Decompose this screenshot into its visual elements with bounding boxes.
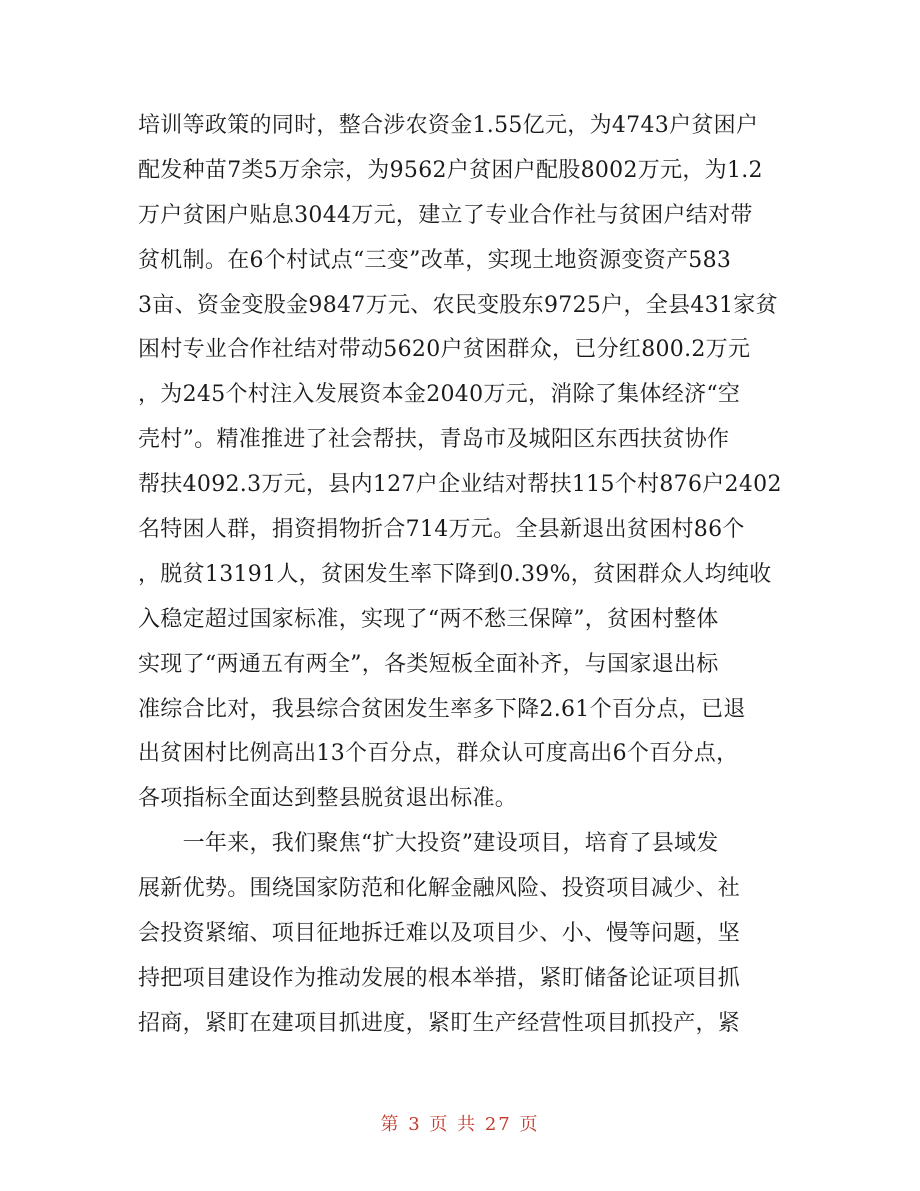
text-line: 招商，紧盯在建项目抓进度，紧盯生产经营性项目抓投产，紧 — [138, 1010, 741, 1036]
text-line: 培训等政策的同时，整合涉农资金1.55亿元，为4743户贫困户 — [138, 113, 759, 138]
text-line: 名特困人群，捐资捐物折合714万元。全县新退出贫困村86个 — [138, 517, 745, 543]
page-number-footer: 第 3 页 共 27 页 — [380, 1114, 540, 1135]
paragraph-start-line: 一年来，我们聚焦“扩大投资”建设项目，培育了县域发 — [138, 831, 719, 857]
text-line: 贫机制。在6个村试点“三变”改革，实现土地资源变资产583 — [138, 247, 732, 273]
text-line: 会投资紧缩、项目征地拆迁难以及项目少、小、慢等问题，坚 — [138, 921, 741, 947]
text-line: 3亩、资金变股金9847万元、农民变股东9725户，全县431家贫 — [138, 292, 778, 318]
text-line: 持把项目建设作为推动发展的根本举措，紧盯储备论证项目抓 — [138, 965, 741, 991]
text-line: 壳村”。精准推进了社会帮扶，青岛市及城阳区东西扶贫协作 — [138, 427, 730, 453]
text-line: 实现了“两通五有两全”，各类短板全面补齐，与国家退出标 — [138, 651, 719, 677]
text-line: ，脱贫13191人，贫困发生率下降到0.39%，贫困群众人均纯收 — [138, 561, 772, 587]
text-line: 配发种苗7类5万余宗，为9562户贫困户配股8002万元，为1.2 — [138, 157, 763, 183]
text-line: ，为245个村注入发展资本金2040万元，消除了集体经济“空 — [138, 382, 741, 408]
text-line: 万户贫困户贴息3044万元，建立了专业合作社与贫困户结对带 — [138, 202, 753, 228]
text-line: 展新优势。围绕国家防范和化解金融风险、投资项目减少、社 — [138, 876, 741, 902]
text-line: 各项指标全面达到整县脱贫退出标准。 — [138, 786, 518, 812]
text-line: 帮扶4092.3万元，县内127户企业结对帮扶115个村876户2402 — [138, 472, 782, 498]
text-line: 困村专业合作社结对带动5620户贫困群众，已分红800.2万元 — [138, 337, 751, 363]
text-line: 准综合比对，我县综合贫困发生率多下降2.61个百分点，已退 — [138, 696, 746, 722]
text-line: 出贫困村比例高出13个百分点，群众认可度高出6个百分点， — [138, 741, 739, 767]
body-text — [138, 104, 798, 1047]
text-line: 入稳定超过国家标准，实现了“两不愁三保障”，贫困村整体 — [138, 606, 719, 632]
